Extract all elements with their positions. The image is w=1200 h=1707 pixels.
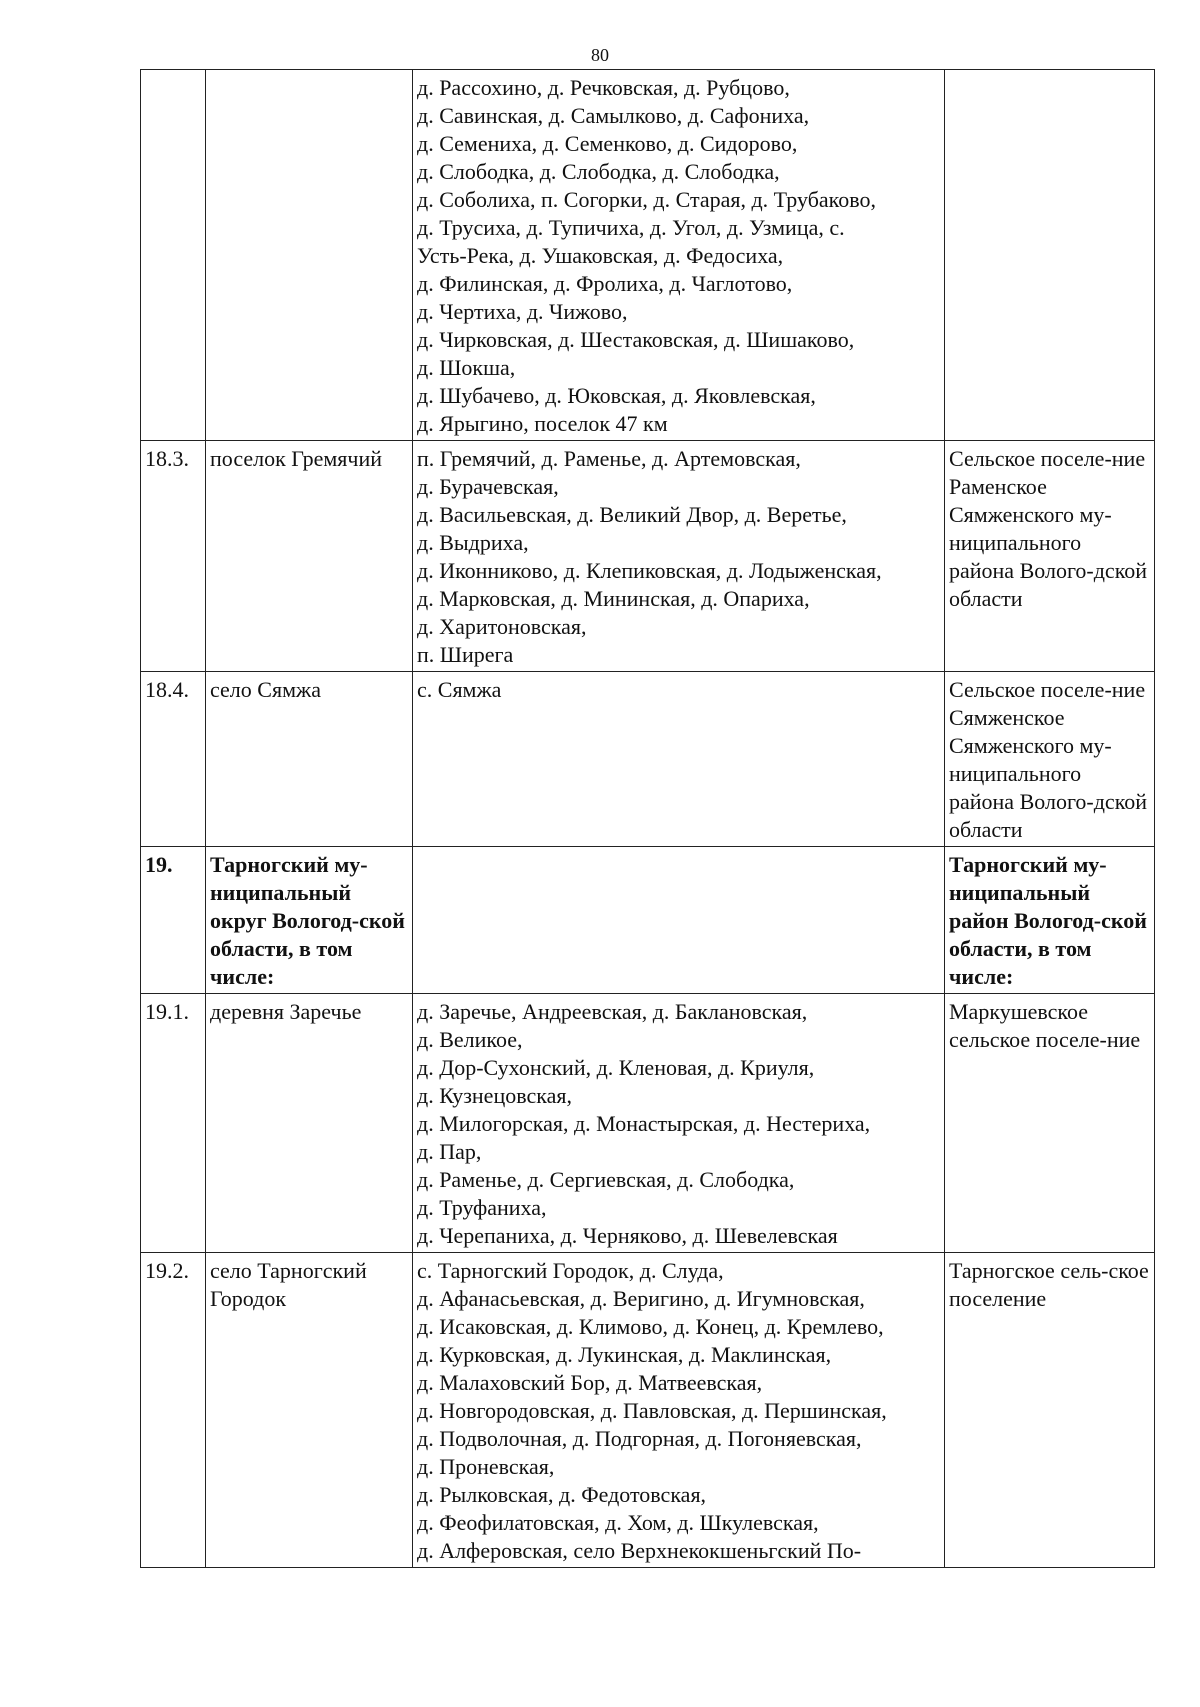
row-number-cell: 19. <box>141 847 206 994</box>
former-municipality-cell: Сельское поселе-ние Раменское Сямженского му-ниципального района Волого-дской области <box>945 441 1155 672</box>
settlement-line: д. Слободка, д. Слободка, д. Слободка, <box>417 159 780 184</box>
settlement-name-cell: село Сямжа <box>206 672 413 847</box>
settlement-line: д. Савинская, д. Самылково, д. Сафониха, <box>417 103 810 128</box>
former-municipality-cell: Тарногское сель-ское поселение <box>945 1253 1155 1568</box>
settlement-line: с. Тарногский Городок, д. Слуда, <box>417 1258 724 1283</box>
settlement-name-cell: Тарногский му-ниципальный округ Вологод-ской области, в том числе: <box>206 847 413 994</box>
page-number: 80 <box>591 45 609 65</box>
former-municipality-cell: Сельское поселе-ние Сямженское Сямженского му-ниципального района Волого-дской области <box>945 672 1155 847</box>
table-row <box>141 70 1155 441</box>
table-row <box>141 994 1155 1253</box>
settlement-line: д. Проневская, <box>417 1454 555 1479</box>
settlement-line: д. Харитоновская, <box>417 614 587 639</box>
settlement-line: Усть-Река, д. Ушаковская, д. Федосиха, <box>417 243 784 268</box>
settlement-line: д. Чертиха, д. Чижово, <box>417 299 628 324</box>
former-municipality-cell <box>945 70 1155 441</box>
settlements-list-cell <box>413 994 945 1253</box>
row-number-cell <box>141 70 206 441</box>
settlement-line: д. Выдриха, <box>417 530 529 555</box>
settlement-line: д. Рылковская, д. Федотовская, <box>417 1482 707 1507</box>
settlements-list-cell <box>413 441 945 672</box>
settlement-line: д. Труфаниха, <box>417 1195 547 1220</box>
settlement-line: д. Соболиха, п. Согорки, д. Старая, д. Трубаково, <box>417 187 876 212</box>
settlement-name-cell: село Тарногский Городок <box>206 1253 413 1568</box>
table-row <box>141 1253 1155 1568</box>
settlement-line: д. Алферовская, село Верхнекокшеньгский По- <box>417 1538 862 1563</box>
settlement-name-cell <box>206 70 413 441</box>
settlement-line: д. Подволочная, д. Подгорная, д. Погоняевская, <box>417 1426 862 1451</box>
settlements-list-cell <box>413 1253 945 1568</box>
row-number-cell: 19.2. <box>141 1253 206 1568</box>
settlement-line: п. Гремячий, д. Раменье, д. Артемовская, <box>417 446 801 471</box>
settlement-line: с. Сямжа <box>417 677 502 702</box>
settlements-list-cell <box>413 70 945 441</box>
settlement-line: д. Иконниково, д. Клепиковская, д. Лодыженская, <box>417 558 882 583</box>
settlement-line: д. Черепаниха, д. Черняково, д. Шевелевская <box>417 1223 838 1248</box>
settlement-line: д. Филинская, д. Фролиха, д. Чаглотово, <box>417 271 793 296</box>
settlement-line: д. Чирковская, д. Шестаковская, д. Шишаково, <box>417 327 855 352</box>
settlement-line: д. Семениха, д. Семенково, д. Сидорово, <box>417 131 798 156</box>
settlement-line: д. Шубачево, д. Юковская, д. Яковлевская, <box>417 383 816 408</box>
settlement-line: д. Заречье, Андреевская, д. Баклановская, <box>417 999 808 1024</box>
table-row <box>141 672 1155 847</box>
row-number-cell: 18.4. <box>141 672 206 847</box>
settlement-line: д. Васильевская, д. Великий Двор, д. Веретье, <box>417 502 847 527</box>
former-municipality-cell: Маркушевское сельское поселе-ние <box>945 994 1155 1253</box>
settlement-line: д. Великое, <box>417 1027 523 1052</box>
settlement-line: д. Трусиха, д. Тупичиха, д. Угол, д. Узмица, с. <box>417 215 845 240</box>
settlement-line: д. Милогорская, д. Монастырская, д. Нестериха, <box>417 1111 871 1136</box>
table-row <box>141 847 1155 994</box>
settlement-line: п. Ширега <box>417 642 514 667</box>
settlements-list-cell <box>413 672 945 847</box>
settlement-line: д. Бурачевская, <box>417 474 559 499</box>
settlement-line: д. Курковская, д. Лукинская, д. Маклинская, <box>417 1342 832 1367</box>
settlement-line: д. Раменье, д. Сергиевская, д. Слободка, <box>417 1167 795 1192</box>
settlement-line: д. Пар, <box>417 1139 482 1164</box>
settlement-line: д. Шокша, <box>417 355 516 380</box>
settlement-line: д. Феофилатовская, д. Хом, д. Шкулевская, <box>417 1510 819 1535</box>
former-municipality-cell: Тарногский му-ниципальный район Вологод-ской области, в том числе: <box>945 847 1155 994</box>
settlements-list-cell <box>413 847 945 994</box>
settlement-name-cell: деревня Заречье <box>206 994 413 1253</box>
table-row <box>141 441 1155 672</box>
row-number-cell: 19.1. <box>141 994 206 1253</box>
row-number-cell: 18.3. <box>141 441 206 672</box>
settlement-line: д. Рассохино, д. Речковская, д. Рубцово, <box>417 75 790 100</box>
settlement-line: д. Кузнецовская, <box>417 1083 572 1108</box>
settlement-line: д. Афанасьевская, д. Веригино, д. Игумновская, <box>417 1286 865 1311</box>
settlement-line: д. Марковская, д. Мининская, д. Опариха, <box>417 586 810 611</box>
settlement-line: д. Малаховский Бор, д. Матвеевская, <box>417 1370 763 1395</box>
settlement-name-cell: поселок Гремячий <box>206 441 413 672</box>
settlements-table <box>140 69 1155 1568</box>
settlement-line: д. Новгородовская, д. Павловская, д. Першинская, <box>417 1398 887 1423</box>
settlement-line: д. Дор-Сухонский, д. Кленовая, д. Криуля, <box>417 1055 815 1080</box>
settlement-line: д. Ярыгино, поселок 47 км <box>417 411 668 436</box>
settlement-line: д. Исаковская, д. Климово, д. Конец, д. Кремлево, <box>417 1314 884 1339</box>
